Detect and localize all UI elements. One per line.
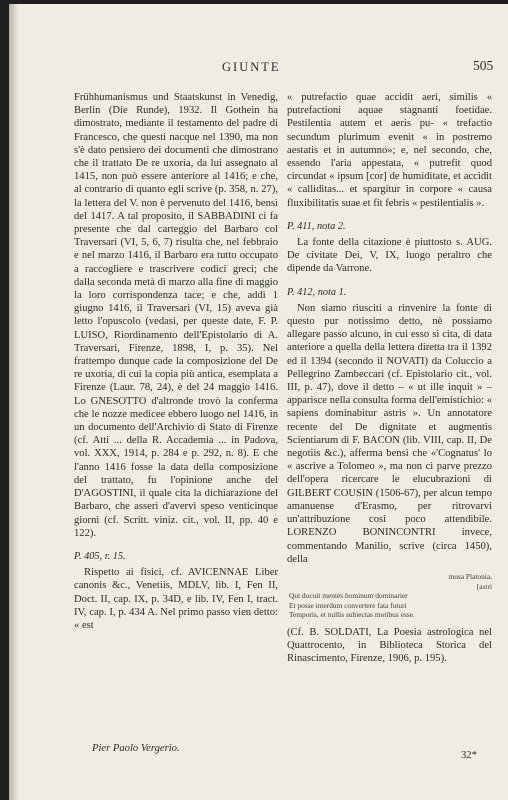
sheet-mark: 32* bbox=[461, 750, 477, 761]
verse-line-4: Et posse interdum convertere fata futuri bbox=[289, 600, 407, 610]
right-paragraph-2: La fonte della citazione è piuttosto s. AUG. De civitate Dei, V, IX, luogo peraltro che dipende da Varrone. bbox=[287, 237, 492, 275]
left-paragraph-2: Rispetto ai fisici, cf. AVICENNAE Liber canonis &c., Venetiis, MDLV, lib. I, Fen II, Doct. II, cap. IX, p. 34D, e lib. IV, Fen I, tract. IV, cap. I, p. 434 A. Nel primo passo vien detto: « est bbox=[74, 567, 278, 631]
binding-shadow bbox=[9, 4, 19, 800]
right-column bbox=[287, 91, 492, 665]
right-paragraph-1: « putrefactio quae accidit aeri, similis « putrefactioni aquae stagnanti foetidae. Pestilentia autem et aeris pu- « trefactio secundum plurimum evenit « in postremo aestatis et in autumno»; e, nel secondo, che, essendo l'aria appestata, « putrefit quod circundat « ipsum [cor] de humiditate, et accidit « calliditas... et spargitur in corpore « causa fluxibilitatis suae et fit febris « pestilentialis ». bbox=[287, 92, 492, 209]
verse-line-1: musa Platonia, bbox=[448, 571, 492, 581]
page-number: 505 bbox=[473, 58, 494, 73]
latin-verse-quote bbox=[289, 572, 492, 620]
reference-p405: P. 405, r. 15. bbox=[74, 550, 126, 562]
reference-p412: P. 412, nota 1. bbox=[287, 286, 347, 298]
right-paragraph-3: Non siamo riusciti a rinvenire la fonte di questo pur notissimo detto, nè possiamo allegare passo alcuno, in cui esso si cita, di data anteriore a quella della lettera diretta tra il 1392 ed il 1394 (secondo il NOVATI) da Coluccio a Pellegrino Zambeccari (cf. Epistolario cit., vol. III, p. 47), dove il detto – « ut ille inquit » – apparisce nella consulta forma dell'emistichio: « sapiens dominabitur astris ». Un annotatore recente del De dignitate et augmentis Scientiarum di F. BACON (lib. VIII, cap. II, De negotiis &c.), afferma bensì che «'Cognatus' lo « ascrive a Tolomeo », ma non ci parve prezzo dell'opera ricercare le elucubrazioni di GILBERT COUSIN (1506-67), per alcun tempo amanuense d'Erasmo, per ritrovarvi un'attribuzione così poco attendibile. LORENZO BONINCONTRI invece, commentando Manilio, scrive (circa 1450), della bbox=[287, 302, 492, 565]
left-column bbox=[74, 91, 278, 632]
reference-p411: P. 411, nota 2. bbox=[287, 220, 346, 232]
verse-line-3: Qui docuit mentes hominum dominarier bbox=[289, 591, 408, 601]
verse-line-2: [astri bbox=[476, 581, 492, 591]
right-paragraph-4: (Cf. B. SOLDATI, La Poesia astrologica nel Quattrocento, in Biblioteca Storica del Rinascimento, Firenze, 1906, p. 195). bbox=[287, 626, 492, 665]
left-paragraph-1: Frühhumanismus und Staatskunst in Venedig, Berlin (Die Runde), 1932. Il Gothein ha dimostrato, mediante il testamento del padre di Francesco, che questi nacque nel 1390, ma non s'è dato pensiero dei documenti che dimostrano che il trattato De re uxoria, da lui assegnato al 1415, non può essere anteriore al 1416; e che, al contrario di quanto egli scrive (p. 358, n. 27), la lettera del V. non è pervenuto del 1416, bensì del 1417. A tal proposito, il SABBADINI ci fa presente che dal carteggio del Barbaro col Traversari (VI, 5, 6, 7) risulta che, nel febbraio e nel marzo 1416, il Barbaro era tutto occupato a raccogliere e trascrivere codici greci; che dalla seconda metà di marzo alla fine di maggio la loro corrispondenza tace; e che, addì 1 giugno 1416, il Traversari (VI, 15) aveva già letto l'opuscolo (vedasi, per queste date, F. P. LUISO, Riordinamento dell'Epistolario di A. Traversari, Firenze, 1898, I, p. 35). Nel frattempo dunque cade la composizione del De re uxoria, di cui la copia più antica, esemplata a Firenze (Laur. 78, 24), è del 24 maggio 1416. Lo GNESOTTO d'altronde trovò la conferma che le nozze medicee ebbero luogo nel 1416, in un documento dell'Archivio di Stato di Firenze (cf. Atti ... della R. Accademia ... in Padova, vol. XXX, 1914, p. 284 e p. 292, n. 8). E che l'anno 1416 fosse la data della composizione del trattato, fu l'opinione anche del D'AGOSTINI, il quale cita la dichiarazione del Barbaro, che asserì d'avervi speso venticinque giorni (cf. Scritt. viniz. cit., vol. II, pp. 40 e 122). bbox=[74, 92, 278, 539]
verse-line-5: Temporis, et nullis subiectas motibus esse. bbox=[289, 610, 415, 620]
running-title: GIUNTE bbox=[222, 60, 281, 74]
author-signature: Pier Paolo Vergerio. bbox=[92, 743, 180, 754]
